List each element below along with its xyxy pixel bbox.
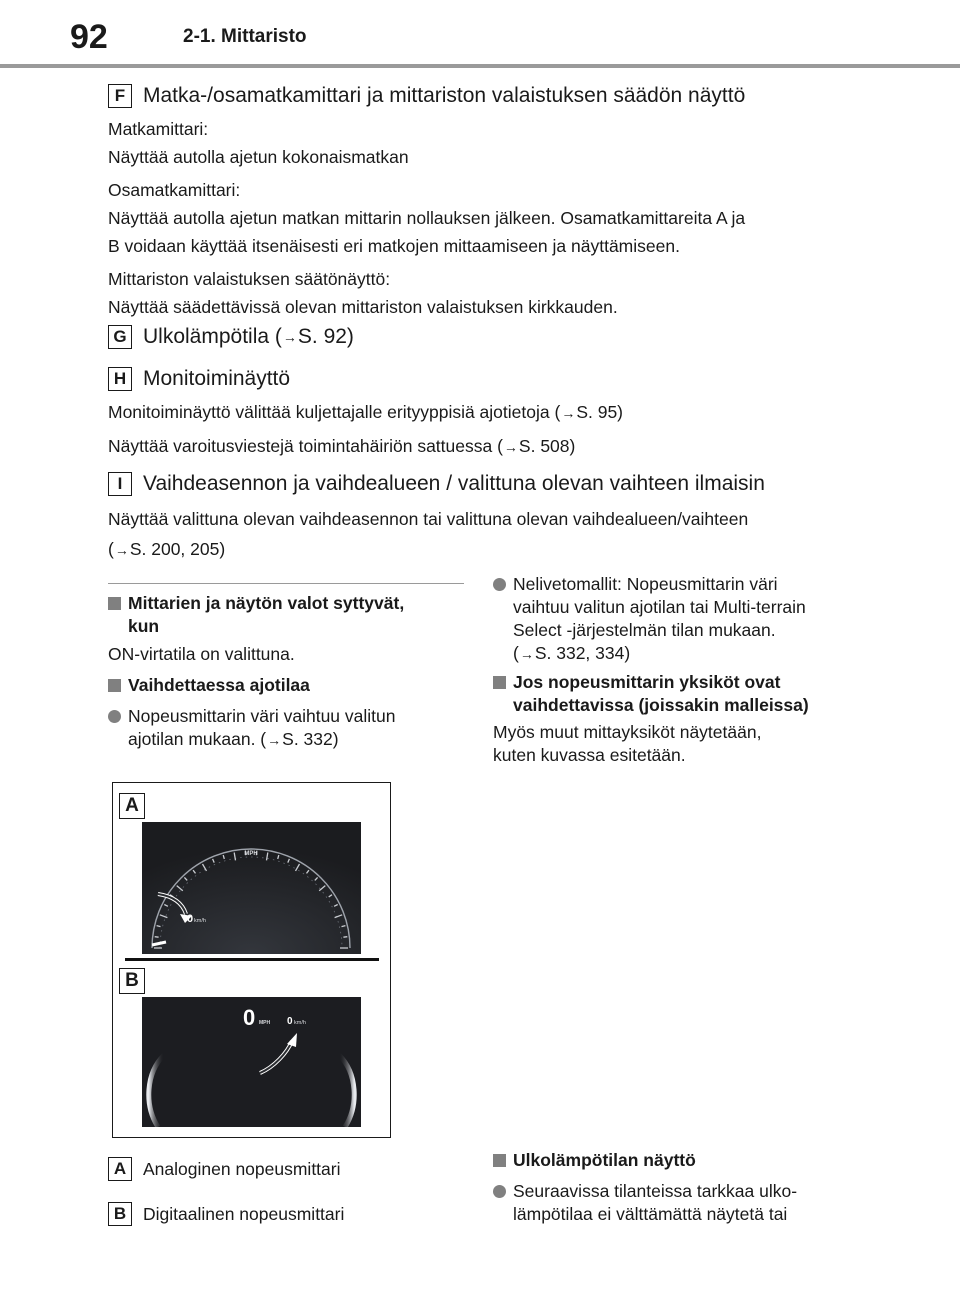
i-text-line: (→S. 200, 205) (108, 539, 226, 559)
analog-speedometer-screen (142, 822, 361, 954)
round-bullet-icon (108, 710, 121, 723)
arrow-icon: → (267, 732, 282, 748)
right-heading-units: Jos nopeusmittarin yksiköt ovat vaihdettavissa (joissakin malleissa) (493, 671, 853, 717)
left-heading-drive-mode: Vaihdettaessa ajotilaa (108, 674, 458, 697)
square-bullet-icon (493, 676, 506, 689)
section-f-body (108, 115, 848, 321)
arrow-icon: → (519, 646, 534, 662)
section-g-letter: G (108, 325, 132, 349)
header-rule (0, 64, 960, 68)
analog-gauge-graphic (142, 822, 361, 954)
f-text-line: Osamatkamittari: (108, 180, 241, 200)
f-text-line: Näyttää säädettävissä olevan mittariston valaistuksen kirkkauden. (108, 297, 618, 317)
gauge-tick (343, 937, 347, 938)
digital-value-kmh: 0 (287, 1016, 293, 1027)
section-g-title (108, 325, 354, 349)
section-i-letter: I (108, 472, 132, 496)
square-bullet-icon (108, 597, 121, 610)
section-h-title-text: Monitoiminäyttö (143, 367, 291, 390)
f-text-line: B voidaan käyttää itsenäisesti eri matkojen mittaamiseen ja näyttämiseen. (108, 236, 680, 256)
arrow-icon: → (503, 439, 518, 455)
analog-value: 0 (187, 913, 194, 925)
caption-a (108, 1157, 341, 1181)
caption-a-letter: A (108, 1157, 132, 1181)
section-h-body (108, 398, 848, 461)
caption-b (108, 1202, 344, 1226)
section-f-letter: F (108, 84, 132, 108)
section-g-title-pre: Ulkolämpötila ( (143, 325, 282, 348)
arrow-icon: → (282, 329, 297, 345)
digital-gauge-graphic (142, 997, 361, 1127)
f-text-line: Näyttää autolla ajetun kokonaismatkan (108, 147, 409, 167)
chapter-title: 2-1. Mittaristo (183, 26, 307, 47)
analog-unit-top: MPH (244, 851, 258, 857)
i-text-line: Näyttää valittuna olevan vaihdeasennon tai valittuna olevan vaihdealueen/vaihteen (108, 509, 749, 529)
figure-divider (125, 958, 379, 961)
f-text-line: Näyttää autolla ajetun matkan mittarin nollauksen jälkeen. Osamatkamittareita A ja (108, 208, 746, 228)
digital-unit-kmh: km/h (294, 1020, 306, 1026)
arrow-icon: → (561, 405, 576, 421)
round-bullet-icon (493, 578, 506, 591)
square-bullet-icon (493, 1154, 506, 1167)
page-number: 92 (70, 18, 108, 56)
section-h-letter: H (108, 367, 132, 391)
section-g-title-ref: S. 92) (297, 325, 354, 348)
left-text-on-mode: ON-virtatila on valittuna. (108, 644, 295, 664)
round-bullet-icon (493, 1185, 506, 1198)
digital-unit-mph: MPH (259, 1020, 271, 1026)
arrow-icon: → (114, 542, 129, 558)
caption-b-letter: B (108, 1202, 132, 1226)
speedometer-figure (112, 782, 391, 1138)
h-text-line: Näyttää varoitusviestejä toimintahäiriön sattuessa (→S. 508) (108, 436, 576, 456)
section-f-title (108, 84, 745, 108)
section-i-body (108, 505, 848, 564)
right-heading-outside-temp: Ulkolämpötilan näyttö (493, 1149, 853, 1172)
f-text-line: Matkamittari: (108, 119, 209, 139)
digital-speedometer-screen (142, 997, 361, 1127)
left-heading-lights: Mittarien ja näytön valot syttyvät, kun (108, 592, 458, 638)
figure-tag-b: B (119, 968, 145, 994)
caption-a-text: Analoginen nopeusmittari (143, 1158, 341, 1179)
right-bullet-outside-temp: Seuraavissa tilanteissa tarkkaa ulko- lämpötilaa ei välttämättä näytetä tai (493, 1180, 853, 1226)
gauge-tick (155, 937, 159, 938)
column-rule (108, 583, 464, 584)
section-f-title-text: Matka-/osamatkamittari ja mittariston valaistuksen säädön näyttö (143, 84, 746, 107)
h-text-line: Monitoiminäyttö välittää kuljettajalle erityyppisiä ajotietoja (→S. 95) (108, 402, 624, 422)
right-bullet-awd-models: Nelivetomallit: Nopeusmittarin väri vaihtuu valitun ajotilan tai Multi-terrain Select -järjestelmän tilan mukaan. (→S. 332, 334) (493, 573, 853, 666)
section-i-title-text: Vaihdeasennon ja vaihdealueen / valittuna olevan vaihteen ilmaisin (143, 472, 765, 495)
right-text-units: Myös muut mittayksiköt näytetään, kuten kuvassa esitetään. (493, 722, 762, 765)
figure-tag-a: A (119, 793, 145, 819)
caption-b-text: Digitaalinen nopeusmittari (143, 1203, 345, 1224)
digital-value-mph: 0 (243, 1005, 256, 1030)
left-bullet-speedometer-color: Nopeusmittarin väri vaihtuu valitun ajotilan mukaan. (→S. 332) (108, 705, 458, 752)
f-text-line: Mittariston valaistuksen säätönäyttö: (108, 269, 391, 289)
square-bullet-icon (108, 679, 121, 692)
analog-unit-bottom: km/h (194, 918, 206, 924)
section-i-title (108, 472, 765, 496)
section-h-title (108, 367, 290, 391)
